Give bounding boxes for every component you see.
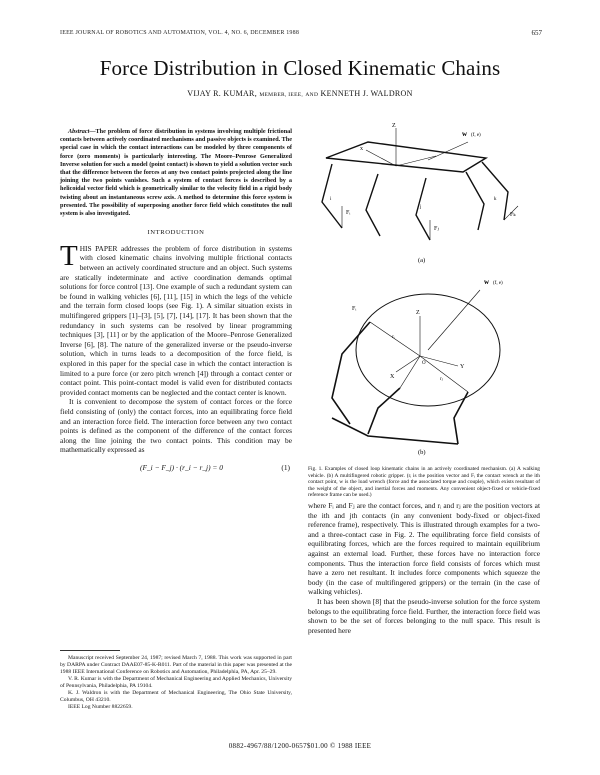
footnote-rule — [60, 650, 120, 651]
equation-1-text: (F_i − F_j) · (r_i − r_j) = 0 — [140, 462, 223, 472]
author-joiner: AND — [305, 92, 319, 98]
footnote-waldron: K. J. Waldron is with the Department of Mechanical Engineering, The Ohio State University, Columbus, OH 43210. — [60, 690, 292, 703]
right-paragraph-1: where Fᵢ and Fⱼ are the contact forces, and rᵢ and rⱼ are the position vectors at the ith and jth contacts (in any convenient body-fixed or object-fixed reference frame), respectively. This is illustrated through examples for a two- and a three-contact case in Fig. 2. The equilibrating force field consists of equilibrating forces, which are the forces required to maintain equilibrium against an external load. Further, these forces have no interaction force components. Thus the interaction force field consists of forces which must have a zero net resultant. It includes force components which squeeze the body (in the case of multifingered grippers) or the terrain (in the case of walking vehicles). — [308, 501, 540, 597]
fig-a-j-label: j — [420, 205, 422, 210]
author-1-role: MEMBER, IEEE, — [259, 92, 304, 98]
footnotes — [60, 655, 292, 711]
intro-paragraph-1 — [60, 239, 292, 398]
footnote-log: IEEE Log Number 8822659. — [68, 704, 133, 710]
palm — [332, 418, 458, 444]
fig-b-w-label: w — [484, 278, 490, 286]
right-paragraph-2: It has been shown [8] that the pseudo-inverse solution for the force system belongs to the equilibrating force field. Further, the interaction force field was shown to be the set of forces belonging to the null space. This result is presented here — [308, 596, 540, 635]
fig-b-caption-label: (b) — [418, 449, 426, 456]
abstract — [60, 128, 292, 218]
running-header: IEEE JOURNAL OF ROBOTICS AND AUTOMATION, VOL. 4, NO. 6, DECEMBER 1988 — [60, 30, 300, 36]
equation-1-number: (1) — [281, 462, 290, 472]
fig-a-fk-label: Fₖ — [510, 212, 516, 218]
fig-a-caption-label: (a) — [418, 257, 426, 264]
intro-paragraph-1-text: HIS PAPER addresses the problem of force distribution in systems with closed kinematic chains involving multiple frictional contacts between an actively coordinated structure and an object. Such systems are statically indeterminate and active coordination demands optimal solutions for force control [13]. One example of such a redundant system can be found in walking vehicles [6], [11], [15] in which the legs of the vehicle and the terrain form closed loops (see Fig. 1). A similar situation exists in multifingered grippers [1]–[3], [5], [7], [14], [17]. It has been shown that the redundancy in such systems can be resolved by linear programming techniques [3], [11] or by the application of the Moore–Penrose Generalized Inverse [6], [8]. The nature of the generalized inverse or the pseudo-inverse solution, which in turns leads to a decomposition of the force field, is explored in this paper for the special case in which the contact interaction is limited to a pure force (or zero pitch wrench [4]) through a contact center or contact point. This point-contact model is valid even for distributed contacts provided contact moments can be neglected and the contact center is known. — [60, 243, 292, 397]
leg-4 — [466, 172, 484, 230]
footnote-received: Manuscript received September 24, 1987; revised March 7, 1988. This work was supported in part by DARPA under Contract DAAE07-85-K-R011. Part of the material in this paper was presented at the 1988 IEEE International Conference on Robotics and Automation, Philadelphia, PA, Apr. 25–29. — [60, 655, 292, 675]
fig-b-rj-label: rⱼ — [440, 377, 443, 382]
fig-a-x-label: x — [360, 146, 363, 152]
fig-b-o-label: O — [422, 361, 426, 366]
figure-1b-gripper — [308, 268, 540, 458]
drop-cap: T — [60, 239, 78, 272]
vehicle-body — [326, 142, 486, 172]
fig-a-fj-label: Fⱼ — [434, 226, 439, 232]
abstract-text: —The problem of force distribution in systems involving multiple frictional contacts between actively coordinated mechanisms and passive objects is examined. The special case in which the contact interactions can be modeled by three components of force (zero moments) is particularly interesting. The Moore–Penrose Generalized Inverse solution for such a model (point contact) is shown to yield a solution vector such that the difference between the forces at any two contact points projected along the line joining the two points vanishes. Such a system of contact forces is described by a helicoidal vector field which is geometrically similar to the velocity field in a rigid body twisting about an instantaneous screw axis. A method to determine this force system is presented. The possibility of superposing another force field which constitutes the null system is also investigated. — [60, 128, 292, 218]
leg-1 — [322, 164, 342, 228]
author-line — [0, 89, 600, 98]
footnote-kumar: V. R. Kumar is with the Department of Mechanical Engineering and Applied Mechanics, University of Pennsylvania, Philadelphia, PA 19104. — [60, 676, 292, 689]
fig-b-fe-label: (f, e) — [493, 281, 503, 286]
figure-1-caption: Fig. 1. Examples of closed loop kinematic chains in an actively coordinated mechanism. (a) A walking vehicle. (b) A multifingered robotic gripper. (rᵢ is the position vector and Fᵢ the contact wrench at the ith contact point, w is the load wrench (force and the associated torque and couple), which exists resultant of the weight of the object, and inertial forces and moments. Any convenient object-fixed or vehicle-fixed reference frame can be used.) — [308, 466, 540, 499]
fig-a-z-label: Z — [392, 123, 396, 129]
issn-line: 0882-4967/88/1200-0657$01.00 © 1988 IEEE — [228, 742, 372, 750]
equation-1 — [60, 463, 292, 473]
fig-b-ri-label: rᵢ — [392, 335, 395, 340]
fig-b-fi-label: Fᵢ — [352, 306, 357, 312]
author-2: KENNETH J. WALDRON — [320, 89, 413, 98]
left-column — [60, 128, 292, 481]
fig-a-fe-label: (f, e) — [471, 133, 481, 138]
fig-b-x-label: X — [390, 374, 395, 380]
fig-b-z-label: Z — [416, 310, 420, 316]
fig-b-y-label: Y — [460, 364, 465, 370]
fig-a-k-label: k — [494, 197, 497, 202]
section-heading-introduction: INTRODUCTION — [147, 229, 205, 237]
page-number: 657 — [531, 29, 542, 37]
leg-5 — [482, 162, 508, 220]
fig-a-fi-label: Fᵢ — [346, 210, 351, 216]
fig-a-i-label: i — [330, 197, 332, 202]
abstract-label: Abstract — [68, 128, 90, 135]
fig-a-w-label: w — [462, 130, 468, 138]
right-column — [308, 501, 540, 635]
figure-1a-walking-vehicle — [308, 120, 540, 270]
leg-2 — [366, 174, 380, 236]
author-1: VIJAY R. KUMAR, — [187, 89, 257, 98]
paper-title: Force Distribution in Closed Kinematic Chains — [99, 56, 501, 80]
leg-3 — [416, 178, 430, 240]
intro-paragraph-2: It is convenient to decompose the system of contact forces or the force field consisting of (only) the contact forces, into an equilibrating force field and an interaction force field. The interaction force between any two contact points is defined as the component of the difference of the contact forces along the line joining the two contact points. This condition may be mathematically expressed as — [60, 397, 292, 455]
